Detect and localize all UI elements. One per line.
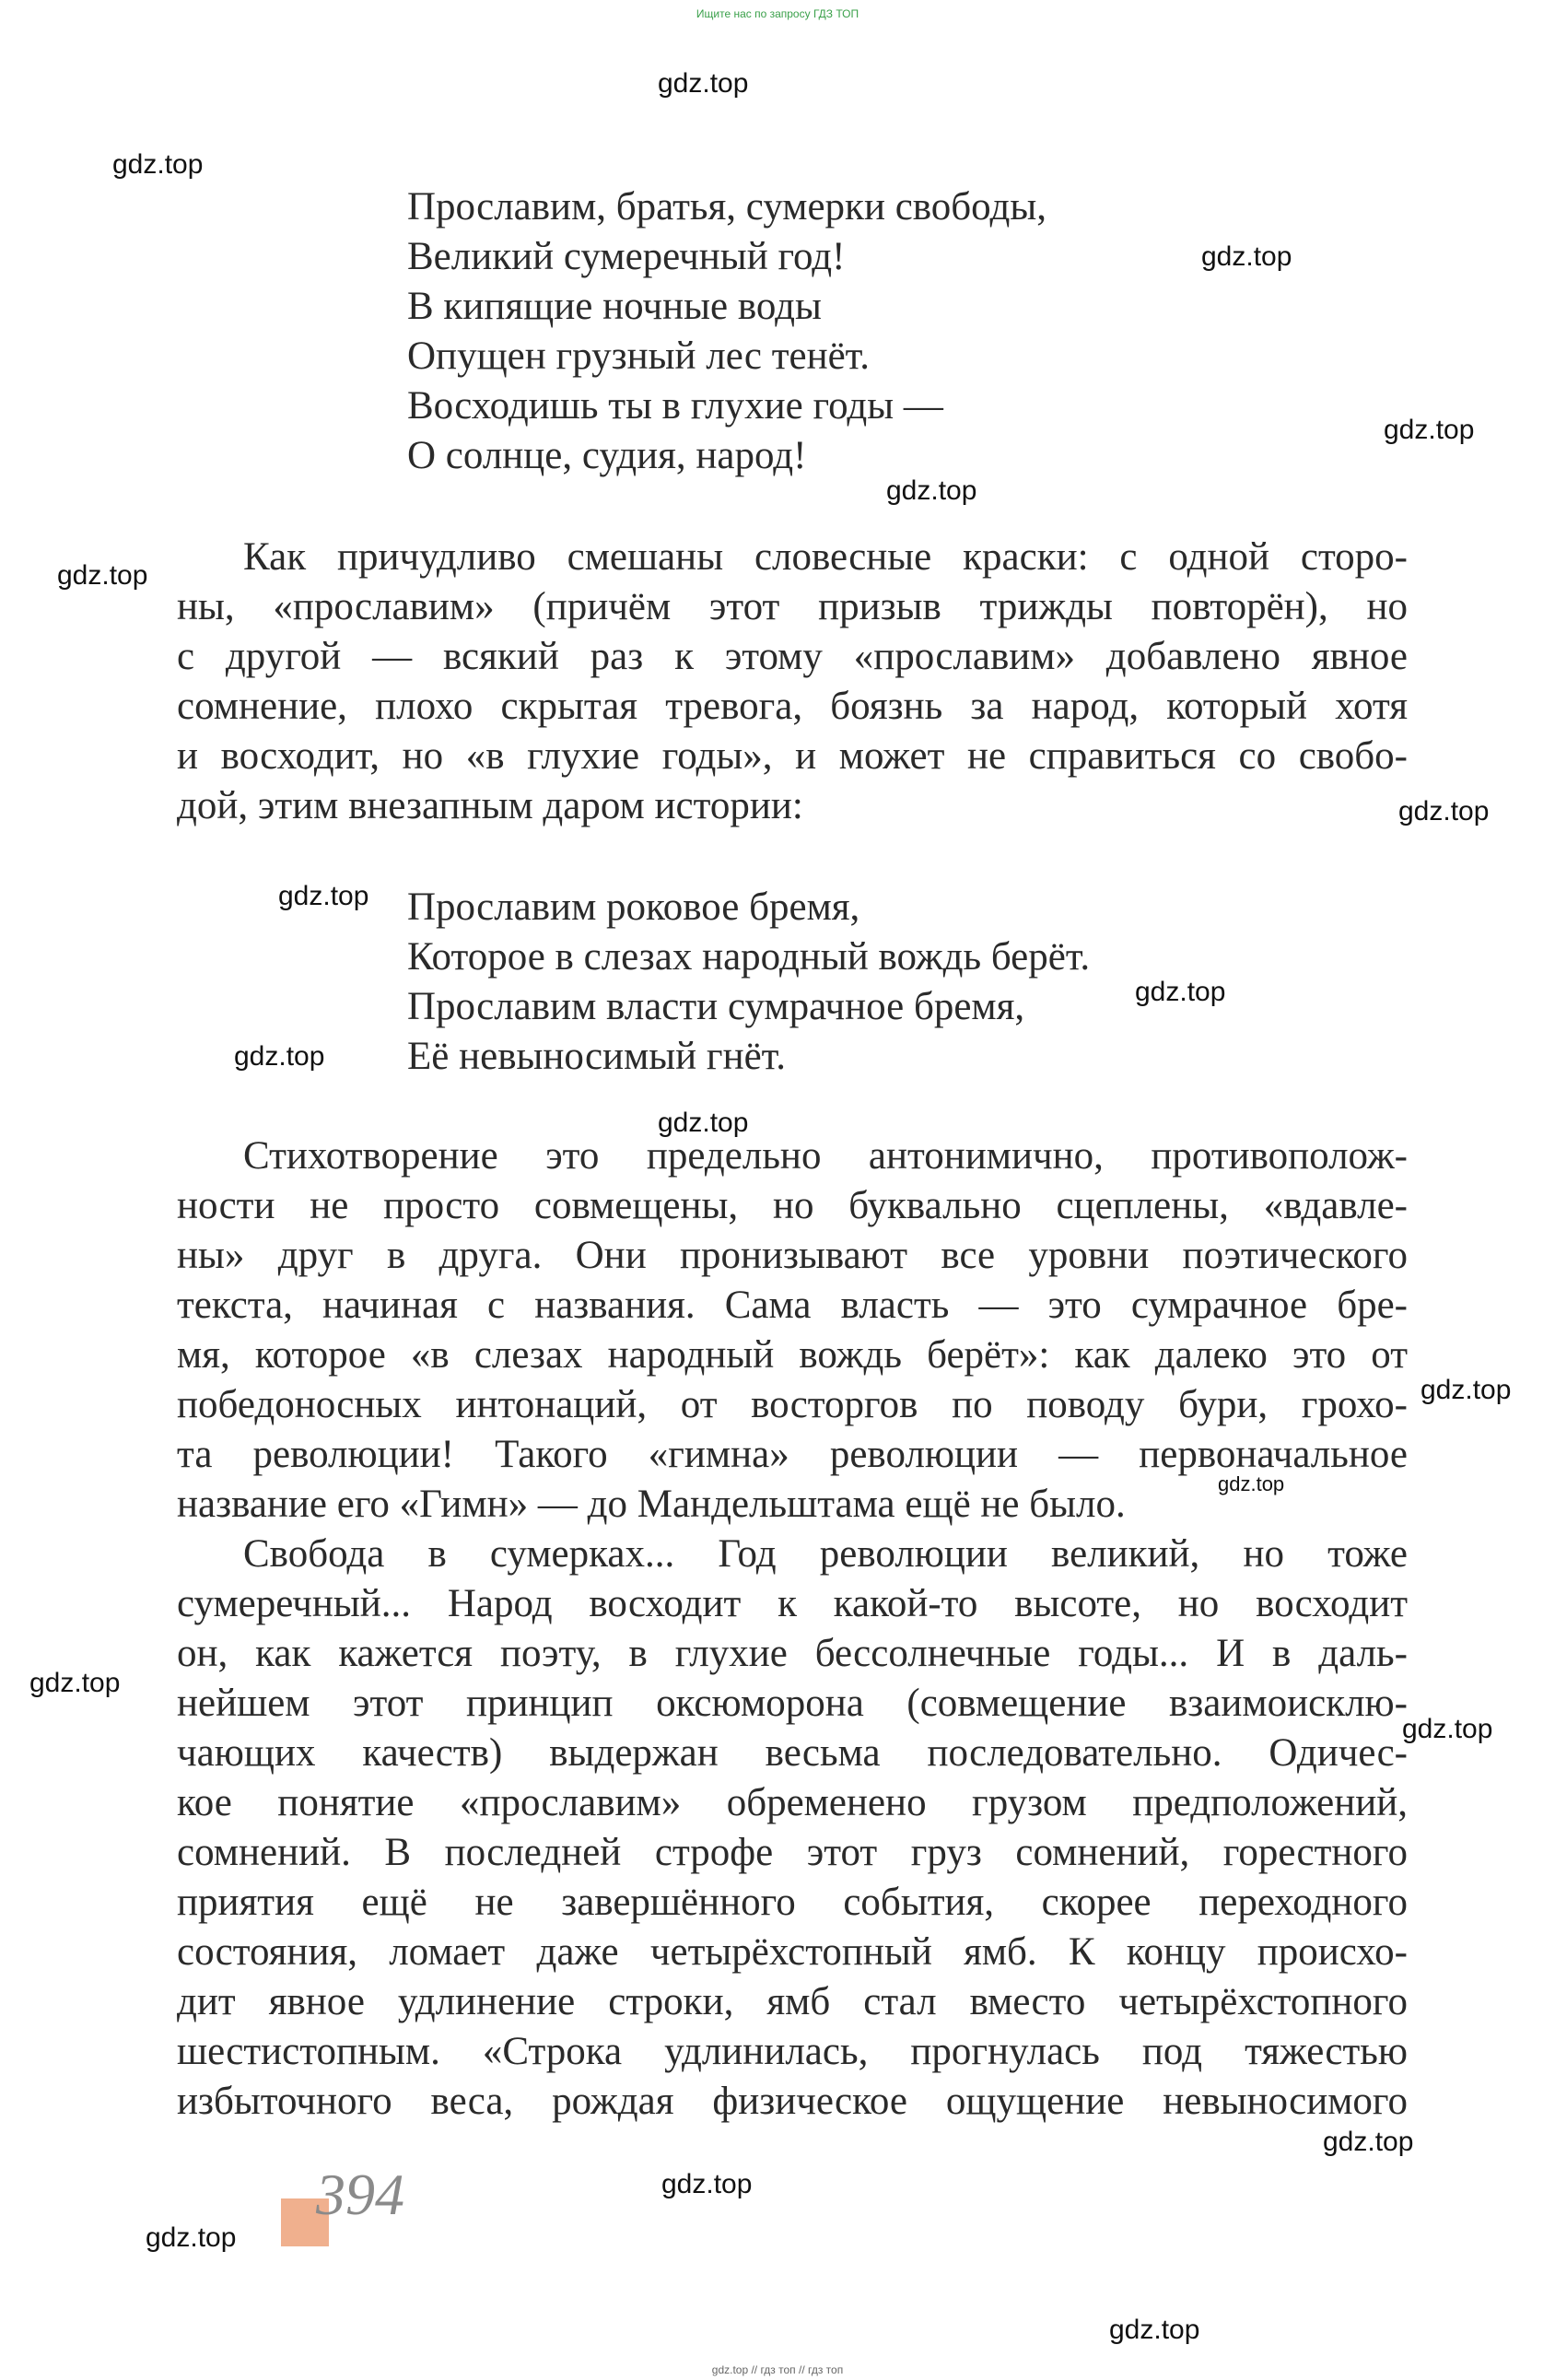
text-line: ны, «прославим» (причём этот призыв трижды повторён), но (177, 585, 1408, 628)
verse-line: О солнце, судия, народ! (407, 434, 807, 477)
text-line: сомнений. В последней строфе этот груз сомнений, горестного (177, 1831, 1408, 1874)
watermark: gdz.top (658, 68, 749, 99)
verse-line: Прославим власти сумрачное бремя, (407, 985, 1025, 1028)
paragraph-1 (177, 533, 1408, 831)
watermark: gdz.top (1218, 1472, 1285, 1495)
text-line: состояния, ломает даже четырёхстопный ямб. К концу происхо- (177, 1930, 1408, 1974)
text-line: Как причудливо смешаны словесные краски: с одной сторо- (243, 535, 1408, 579)
top-note: Ищите нас по запросу ГДЗ ТОП (696, 7, 859, 20)
text-line: кое понятие «прославим» обременено грузом предположений, (177, 1781, 1408, 1824)
watermark: gdz.top (234, 1041, 325, 1072)
watermark: gdz.top (1135, 977, 1226, 1007)
verse-line: Восходишь ты в глухие годы — (407, 384, 943, 428)
text-line: и восходит, но «в глухие годы», и может не справиться со свобо- (177, 734, 1408, 778)
text-line: текста, начиная с названия. Сама власть — это сумрачное бре- (177, 1284, 1408, 1327)
watermark: gdz.top (146, 2222, 237, 2253)
watermark: gdz.top (29, 1668, 121, 1698)
text-line: шестистопным. «Строка удлинилась, прогнулась под тяжестью (177, 2030, 1408, 2073)
text-line: дой, этим внезапным даром истории: (177, 784, 803, 827)
verse-line: В кипящие ночные воды (407, 285, 822, 328)
text-line: Стихотворение это предельно антонимично, противополож- (243, 1134, 1408, 1178)
text-line: сумеречный... Народ восходит к какой-то высоте, но восходит (177, 1582, 1408, 1625)
text-line: Свобода в сумерках... Год революции великий, но тоже (243, 1532, 1408, 1576)
text-line: нейшем этот принцип оксюморона (совмещение взаимоисклю- (177, 1682, 1408, 1725)
text-line: чающих качеств) выдержан весьма последовательно. Одичес- (177, 1731, 1408, 1775)
watermark: gdz.top (1201, 241, 1292, 272)
watermark: gdz.top (112, 149, 204, 180)
paragraph-2 (177, 1131, 1408, 1530)
paragraph-3 (177, 1530, 1408, 2127)
verse-line: Великий сумеречный год! (407, 235, 846, 278)
watermark: gdz.top (1323, 2127, 1414, 2157)
text-line: ны» друг в друга. Они пронизывают все уровни поэтического (177, 1234, 1408, 1277)
page-number: 394 (316, 2162, 404, 2227)
watermark: gdz.top (1398, 796, 1490, 827)
text-line: сомнение, плохо скрытая тревога, боязнь за народ, который хотя (177, 685, 1408, 728)
text-line: название его «Гимн» — до Мандельштама ещё не было. (177, 1483, 1126, 1526)
text-line: ности не просто совмещены, но буквально сцеплены, «вдавле- (177, 1184, 1408, 1227)
verse-line: Которое в слезах народный вождь берёт. (407, 935, 1091, 979)
watermark: gdz.top (1421, 1375, 1512, 1405)
watermark: gdz.top (1109, 2315, 1200, 2345)
verse-line: Прославим роковое бремя, (407, 885, 860, 929)
watermark: gdz.top (1402, 1714, 1493, 1744)
verse-line: Её невыносимый гнёт. (407, 1035, 786, 1078)
text-line: с другой — всякий раз к этому «прославим» добавлено явное (177, 635, 1408, 678)
text-line: избыточного веса, рождая физическое ощущение невыносимого (177, 2080, 1408, 2123)
verse-line: Опущен грузный лес тенёт. (407, 334, 870, 378)
text-line: он, как кажется поэту, в глухие бессолнечные годы... И в даль- (177, 1632, 1408, 1675)
watermark: gdz.top (658, 1108, 749, 1138)
watermark: gdz.top (57, 560, 148, 591)
watermark: gdz.top (1384, 415, 1475, 445)
text-line: мя, которое «в слезах народный вождь берёт»: как далеко это от (177, 1333, 1408, 1377)
watermark: gdz.top (886, 475, 977, 506)
text-line: приятия ещё не завершённого события, скорее переходного (177, 1881, 1408, 1924)
verse-line: Прославим, братья, сумерки свободы, (407, 185, 1046, 229)
watermark: gdz.top (661, 2169, 753, 2199)
text-line: дит явное удлинение строки, ямб стал вместо четырёхстопного (177, 1980, 1408, 2023)
footer-note: gdz.top // гдз топ // гдз топ (711, 2363, 844, 2376)
verse-stanza-1 (407, 182, 1046, 481)
verse-stanza-2 (407, 883, 1090, 1082)
text-line: победоносных интонаций, от восторгов по поводу бури, грохо- (177, 1383, 1408, 1426)
watermark: gdz.top (278, 881, 369, 911)
text-line: та революции! Такого «гимна» революции — первоначальное (177, 1433, 1408, 1476)
